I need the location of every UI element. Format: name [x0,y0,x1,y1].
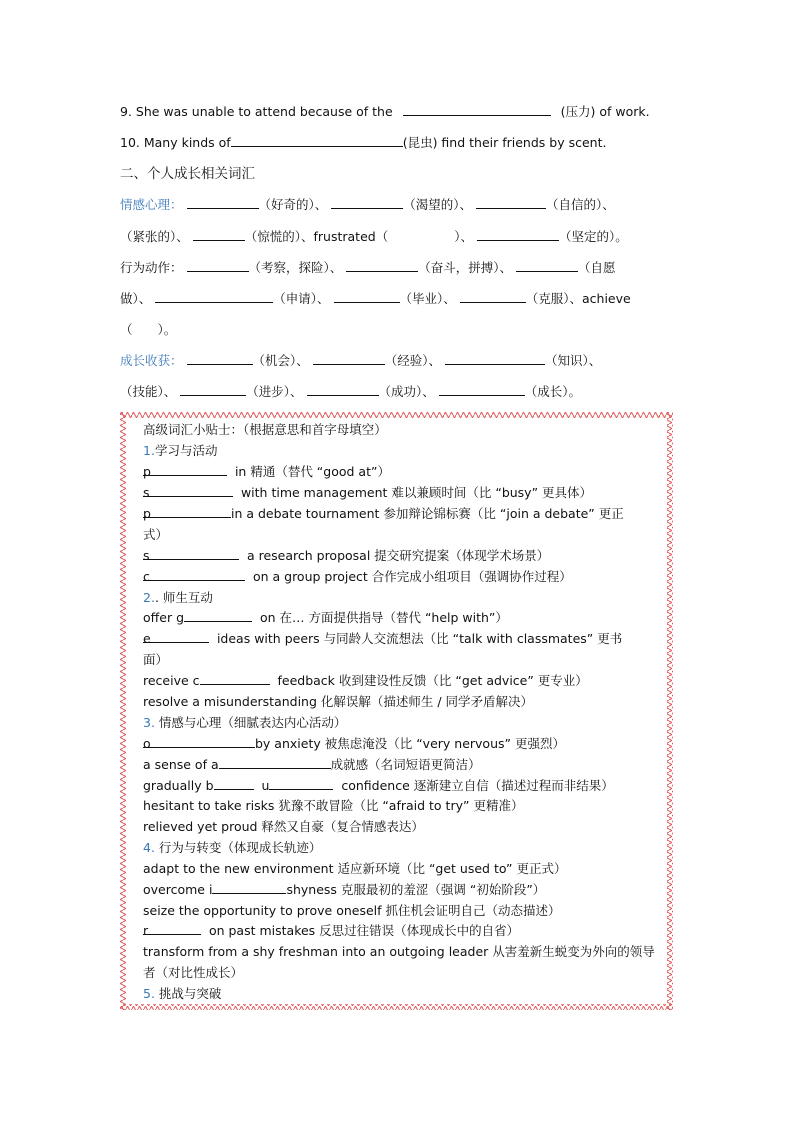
blank[interactable]: c [143,568,245,581]
emotion-line-2 [120,228,628,246]
tips-item: p in 精通（替代 “good at”） [143,464,390,479]
tips-item: hesitant to take risks 犹豫不敢冒险（比 “afraid to try” 更精准） [143,798,524,813]
tips-item: overcome i shyness 克服最初的羞涩（强调 “初始阶段”） [143,882,546,897]
hint: （经验）、 [384,353,442,368]
blank[interactable] [313,352,385,365]
blank[interactable] [477,228,559,241]
q10-hint: (昆虫) find their friends by scent. [402,135,607,150]
tips-item: receive c feedback 收到建设性反馈（比 “get advice” 更专业） [143,673,588,688]
hint: （自信的）、 [546,197,615,212]
tips-item-cont: 式） [143,527,169,542]
hint: （好奇的）、 [258,197,328,212]
emotion-label: 情感心理： [120,197,183,212]
tips-item: r on past mistakes 反思过往错误（体现成长中的自省） [143,923,520,938]
hint: （成功）、 [378,384,435,399]
hint: （坚定的）。 [558,229,628,244]
hint: （毕业）、 [399,291,456,306]
tips-item: relieved yet proud 释然又自豪（复合情感表达） [143,819,424,834]
tips-item: a sense of a 成就感（名词短语更简洁） [143,757,481,772]
hint: 做）、 [120,291,152,306]
blank[interactable] [445,352,545,365]
blank[interactable]: o [143,735,255,748]
tips-section-5: 5. 挑战与突破 [143,986,222,1001]
hint: （技能）、 [120,384,177,399]
tips-section-4: 4. 行为与转变（体现成长轨迹） [143,840,322,855]
blank[interactable] [193,228,245,241]
question-9 [120,103,650,121]
tips-item: gradually b u confidence 逐渐建立自信（描述过程而非结果） [143,778,614,793]
gain-line-2 [120,383,581,401]
action-line-3: （ ）。 [120,322,177,337]
tips-item: seize the opportunity to prove oneself 抓住机会证明自己（动态描述） [143,903,561,918]
q10-text: 10. Many kinds of [120,135,231,150]
tips-item-cont: 面） [143,652,169,667]
emotion-line-1 [120,196,615,214]
tips-item: p in a debate tournament 参加辩论锦标赛（比 “join a debate” 更正 [143,506,624,521]
blank[interactable]: p [143,505,231,518]
hint: （惊慌的）、frustrated（ [244,229,389,244]
q9-hint: (压力) of work. [560,104,650,119]
tips-item: adapt to the new environment 适应新环境（比 “get used to” 更正式） [143,861,567,876]
blank[interactable]: p [143,463,227,476]
hint: （进步）、 [246,384,303,399]
blank[interactable] [516,259,578,272]
blank[interactable] [476,196,546,209]
hint: （奋斗，拼搏）、 [418,260,513,275]
q9-blank[interactable] [403,103,551,116]
blank[interactable] [334,290,400,303]
hint: （紧张的）、 [120,229,189,244]
q10-blank[interactable] [231,134,403,147]
hint: （机会）、 [252,353,309,368]
blank[interactable]: r [143,922,201,935]
blank[interactable] [460,290,526,303]
tips-section-3: 3. 情感与心理（细腻表达内心活动） [143,715,347,730]
blank[interactable]: e [143,630,209,643]
hint: （克服）、achieve [525,291,631,306]
blank[interactable] [439,383,525,396]
tips-item: o by anxiety 被焦虑淹没（比 “very nervous” 更强烈） [143,736,565,751]
tips-title: 高级词汇小贴士：（根据意思和首字母填空） [143,422,387,437]
tips-section-2: 2.. 师生互动 [143,590,213,605]
action-line-2 [120,290,631,308]
blank[interactable] [331,196,403,209]
question-10 [120,134,606,152]
tips-section-1: 1.学习与活动 [143,443,218,458]
gain-line-1 [120,352,601,370]
blank[interactable] [184,609,252,622]
blank[interactable] [155,290,273,303]
hint: （渴望的）、 [403,197,473,212]
section-title: 二、个人成长相关词汇 [120,166,255,182]
gain-label: 成长收获： [120,353,183,368]
hint: （成长）。 [524,384,582,399]
tips-item: c on a group project 合作完成小组项目（强调协作过程） [143,569,572,584]
tips-item-cont: 者（对比性成长） [143,965,244,980]
hint: ）、 [454,229,473,244]
tips-item: s a research proposal 提交研究提案（体现学术场景） [143,548,550,563]
blank[interactable] [187,352,253,365]
blank[interactable] [346,259,418,272]
blank[interactable] [212,881,286,894]
blank[interactable] [187,196,259,209]
blank[interactable] [200,672,270,685]
tips-item: s with time management 难以兼顾时间（比 “busy” 更具体） [143,485,593,500]
action-line-1 [120,259,616,277]
blank[interactable] [219,756,331,769]
tips-item: transform from a shy freshman into an outgoing leader 从害羞新生蜕变为外向的领导 [143,944,655,959]
tips-item: e ideas with peers 与同龄人交流想法（比 “talk with classmates” 更书 [143,631,623,646]
hint: （考察，探险）、 [248,260,343,275]
blank[interactable] [214,777,254,790]
blank[interactable] [187,259,249,272]
action-label: 行为动作： [120,260,183,275]
blank[interactable] [269,777,333,790]
hint: （知识）、 [545,353,602,368]
blank[interactable] [307,383,379,396]
blank[interactable] [180,383,246,396]
blank[interactable]: s [143,484,233,497]
hint: （申请）、 [273,291,330,306]
q9-text: 9. She was unable to attend because of the [120,104,393,119]
tips-item: resolve a misunderstanding 化解误解（描述师生 / 同学矛盾解决） [143,694,534,709]
tips-item: offer g on 在… 方面提供指导（替代 “help with”） [143,610,508,625]
blank[interactable]: s [143,547,239,560]
hint: （自愿 [578,260,616,275]
